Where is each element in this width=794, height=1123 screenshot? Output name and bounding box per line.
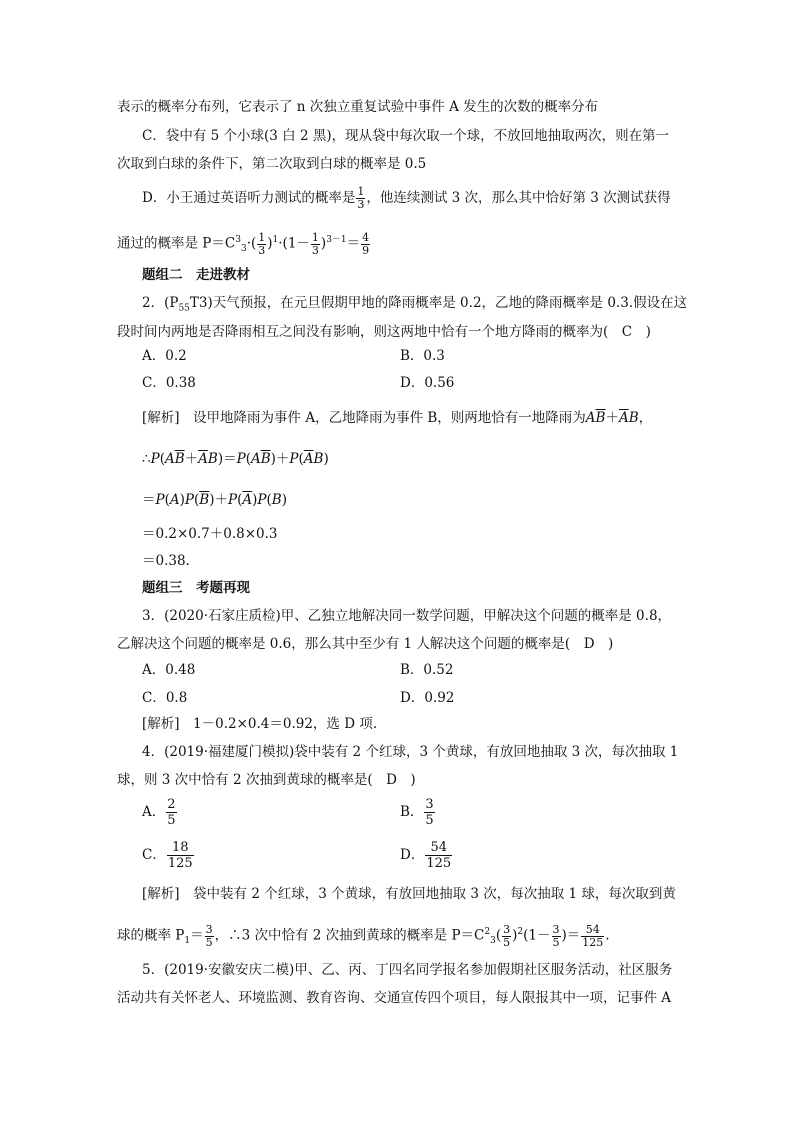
option-c-line-2: 次取到白球的条件下，第二次取到白球的概率是 0.5 [117, 156, 427, 172]
solution-2-line-1: [解析] 设甲地降雨为事件 A，乙地降雨为事件 B，则两地恰有一地降雨为$A\overline{B}+\overline{A}B$， [142, 410, 653, 426]
solution-4-line-1: [解析] 袋中装有 2 个红球，3 个黄球，有放回地抽取 3 次，每次抽取 1 球，每次取到黄 [142, 886, 676, 902]
q4-d-num: 54 [425, 840, 452, 856]
option-d-text-2: ，他连续测试 3 次，那么其中恰好第 3 次测试获得 [366, 190, 671, 206]
q3-choice-d: D．0.92 [400, 690, 455, 706]
q2-text: T3)天气预报，在元旦假期甲地的降雨概率是 0.2，乙地的降雨概率是 0.3.假设在这 [189, 295, 688, 311]
q4-a-den: 5 [167, 813, 176, 828]
q3-choice-a: A．0.48 [142, 662, 196, 678]
solution-2-line-3: $=P(A)P(\overline{B})+P(\overline{A})P(B)$ [142, 492, 287, 508]
question-5-line-2: 活动共有关怀老人、环境监测、教育咨询、交通宣传四个项目，每人限报其中一项，记事件 A [117, 990, 672, 1006]
q4-choice-d [400, 840, 453, 871]
option-d-text: D．小王通过英语听力测试的概率是 [142, 190, 356, 206]
q4-d-den: 125 [426, 856, 452, 871]
q4-c-den: 125 [167, 856, 193, 871]
q3-choice-c: C．0.8 [142, 690, 188, 706]
q2-prefix: 2．(P [142, 295, 179, 311]
q2-choice-b: B．0.3 [400, 348, 445, 364]
q4-c-num: 18 [167, 840, 194, 856]
q4-b-den: 5 [425, 813, 434, 828]
q2-choice-c: C．0.38 [142, 375, 196, 391]
q4-choice-b [400, 797, 436, 828]
question-4-line-2: 球，则 3 次中恰有 2 次抽到黄球的概率是( D ) [117, 772, 416, 788]
q4-choice-a [142, 797, 178, 828]
option-c-line-1: C．袋中有 5 个小球(3 白 2 黑)，现从袋中每次取一个球，不放回地抽取两次，则在第一 [142, 128, 670, 144]
q2-page-sub: 55 [178, 303, 190, 314]
fraction-one-third: $\frac{1}{3}$ [357, 185, 365, 211]
formula-prefix: 通过的概率是 P＝C [117, 235, 236, 252]
question-4-line-1: 4．(2019·福建厦门模拟)袋中装有 2 个红球，3 个黄球，有放回地抽取 3 次，每次抽取 1 [142, 744, 679, 760]
sol4-text: ，∴3 次中恰有 2 次抽到黄球的概率是 P＝C [214, 927, 485, 944]
option-d-line-1 [142, 186, 671, 211]
question-2-line-1 [142, 293, 687, 319]
solution-2-line-2: $\therefore P(A\overline{B}+\overline{A}B)=P(A\overline{B})+P(\overline{A}B)$ [142, 451, 329, 467]
text-line: 表示的概率分布列，它表示了 n 次独立重复试验中事件 A 发生的次数的概率分布 [117, 99, 599, 115]
solution-4-line-2: 球的概率 $P_1=$ $\frac{3}{5}$ ，∴3 次中恰有 2 次抽到黄球的概率是 $P=C^2_3$( $\frac{3}{5}$ )$^2$(1－ $\frac{3}{5}$ )＝ $\frac{54}{125}$ . [117, 922, 610, 949]
q4-choice-c [142, 840, 195, 871]
q2-choice-a: A．0.2 [142, 348, 187, 364]
q3-choice-b: B．0.52 [400, 662, 454, 678]
question-3-line-2: 乙解决这个问题的概率是 0.6，那么其中至少有 1 人解决这个问题的概率是( D ) [117, 636, 614, 652]
q4-choice-c-label: C． [142, 847, 166, 863]
question-5-line-1: 5．(2019·安徽安庆二模)甲、乙、丙、丁四名同学报名参加假期社区服务活动，社区服务 [142, 962, 673, 978]
question-2-line-2: 段时间内两地是否降雨相互之间没有影响，则这两地中恰有一个地方降雨的概率为( C ) [117, 324, 651, 340]
solution-2-line-5: ＝0.38. [142, 553, 190, 569]
q2-choice-d: D．0.56 [400, 375, 455, 391]
sol4-prefix: 球的概率 P [117, 927, 185, 944]
solution-2-line-4: ＝0.2×0.7＋0.8×0.3 [142, 526, 278, 542]
q4-a-num: 2 [167, 797, 176, 812]
section-heading-3: 题组三 考题再现 [142, 580, 250, 596]
section-heading-2: 题组二 走进教材 [142, 267, 250, 283]
q4-choice-d-label: D． [400, 847, 425, 863]
solution-3: [解析] 1－0.2×0.4＝0.92，选 D 项. [142, 716, 378, 732]
option-d-formula: 通过的概率是 $P=C^3_3\cdot$( $\frac{1}{3}$ )$^1$·(1－ $\frac{1}{3}$ )$^{3-1}$＝ $\frac{4}{9}$ [117, 230, 370, 257]
q4-b-num: 3 [425, 797, 434, 812]
question-3-line-1: 3．(2020·石家庄质检)甲、乙独立地解决同一数学问题，甲解决这个问题的概率是 0.8， [142, 608, 672, 624]
q4-choice-b-label: B． [400, 804, 424, 820]
sol2-text: [解析] 设甲地降雨为事件 A，乙地降雨为事件 B，则两地恰有一地降雨为 [142, 410, 586, 426]
q4-choice-a-label: A． [142, 804, 166, 820]
